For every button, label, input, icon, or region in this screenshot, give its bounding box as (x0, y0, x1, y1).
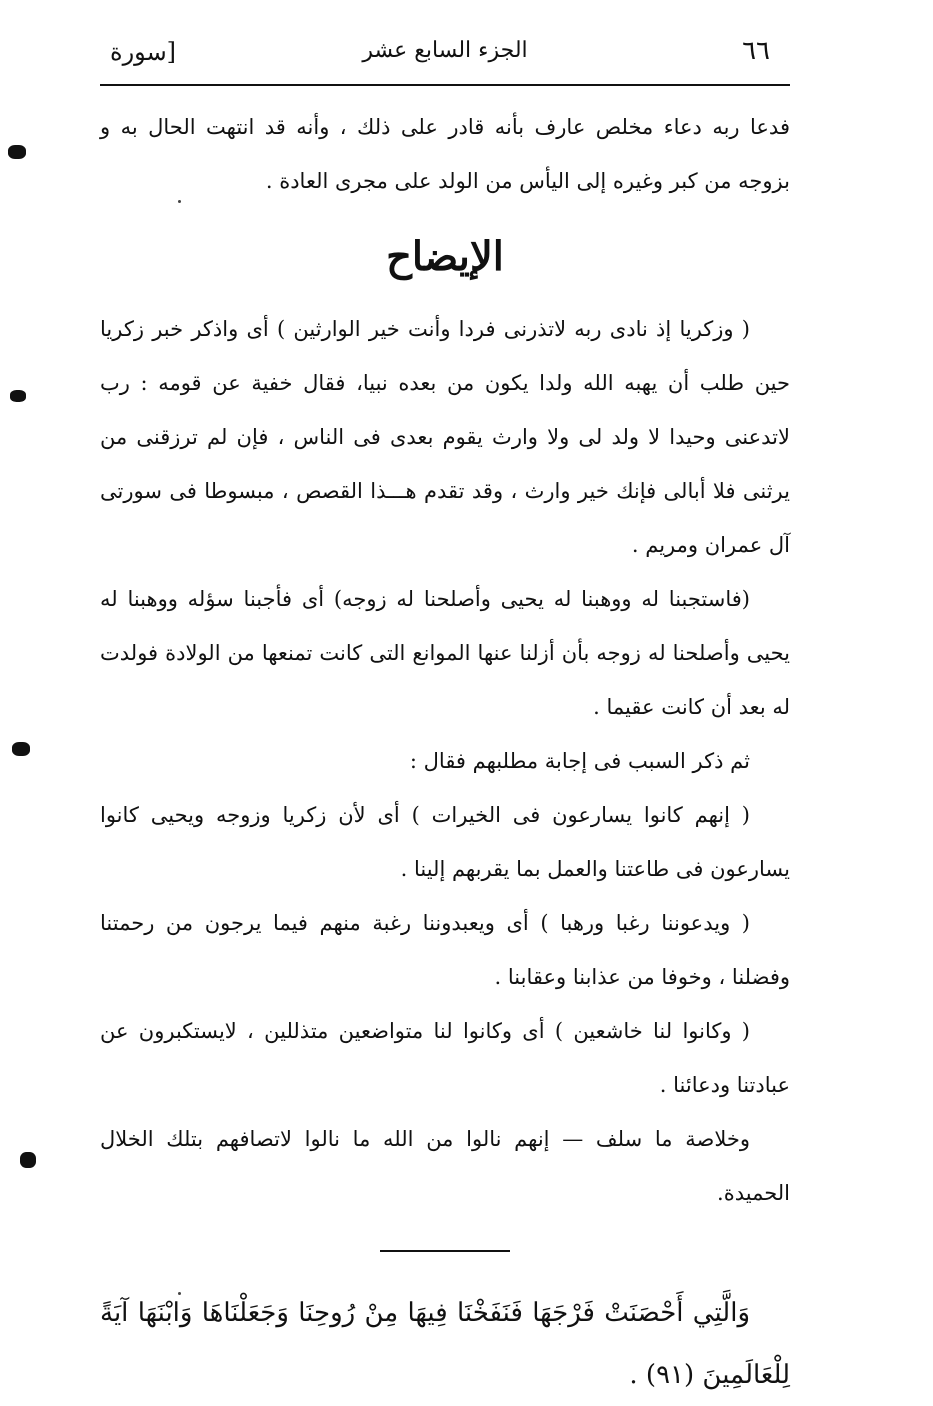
paragraph-zakariya: ( وزكريا إذ نادى ربه لاتذرنى فردا وأنت خير الوارثين ) أى واذكر خبر زكريا حين طلب أن يهبه الله ولدا يكون من بعده نبيا، فقال خفية عن قومه : رب لاتدعنى وحيدا لا ولد لى ولا وارث يقوم بعدى فى الناس ، فإن لم ترزقنى من يرثنى فلا أبالى فإنك خير وارث ، وقد تقدم هـــذا القصص ، مبسوطا فى سورتى آل عمران ومريم . (100, 317, 790, 557)
speck (178, 1292, 181, 1295)
paragraph-yadunana: ( ويدعوننا رغبا ورهبا ) أى ويعبدوننا رغبة منهم فيما يرجون من رحمتنا وفضلنا ، وخوفا من عذابنا وعقابنا . (100, 911, 790, 989)
section-divider (380, 1250, 510, 1252)
page-header (100, 30, 790, 80)
running-title: الجزء السابع عشر (362, 38, 528, 63)
margin-smudge (12, 742, 30, 756)
margin-smudge (8, 145, 26, 159)
margin-smudge (10, 390, 26, 402)
surah-label: [سورة (110, 38, 177, 66)
header-rule (100, 84, 790, 86)
speck (178, 200, 181, 203)
paragraph-istajabna: (فاستجبنا له ووهبنا له يحيى وأصلحنا له زوجه) أى فأجبنا سؤله ووهبنا له يحيى وأصلحنا له زوجه بأن أزلنا عنها الموانع التى كانت تمنعها من الولادة فولدت له بعد أن كانت عقيما . (100, 587, 790, 719)
paragraph-khulasa: وخلاصة ما سلف — إنهم نالوا من الله ما نالوا لاتصافهم بتلك الخلال الحميدة. (100, 1127, 790, 1205)
page-number: ٦٦ (742, 36, 770, 66)
intro-line-2: من كبر وغيره إلى اليأس من الولد على مجرى العادة . (265, 169, 732, 193)
intro-line-1: فدعا ربه دعاء مخلص عارف بأنه قادر على ذلك ، وأنه قد انتهت الحال به و بزوجه (100, 115, 790, 193)
quran-verse: وَالَّتِي أَحْصَنَتْ فَرْجَهَا فَنَفَخْنَا فِيهَا مِنْ رُوحِنَا وَجَعَلْنَاهَا وَابْنَهَا آيَةً لِلْعَالَمِينَ (٩١) . (100, 1298, 790, 1390)
section-heading: الإيضاح (386, 233, 504, 280)
paragraph-khashiin: ( وكانوا لنا خاشعين ) أى وكانوا لنا متواضعين متذللين ، لايستكبرون عن عبادتنا ودعائنا . (100, 1019, 790, 1097)
page-body (100, 100, 790, 1406)
intro-paragraph (100, 100, 790, 208)
margin-smudge (20, 1152, 36, 1168)
paragraph-yusariun: ( إنهم كانوا يسارعون فى الخيرات ) أى لأن زكريا وزوجه ويحيى كانوا يسارعون فى طاعتنا والعمل بما يقربهم إلينا . (100, 803, 790, 881)
paragraph-sabab: ثم ذكر السبب فى إجابة مطلبهم فقال : (409, 749, 750, 773)
